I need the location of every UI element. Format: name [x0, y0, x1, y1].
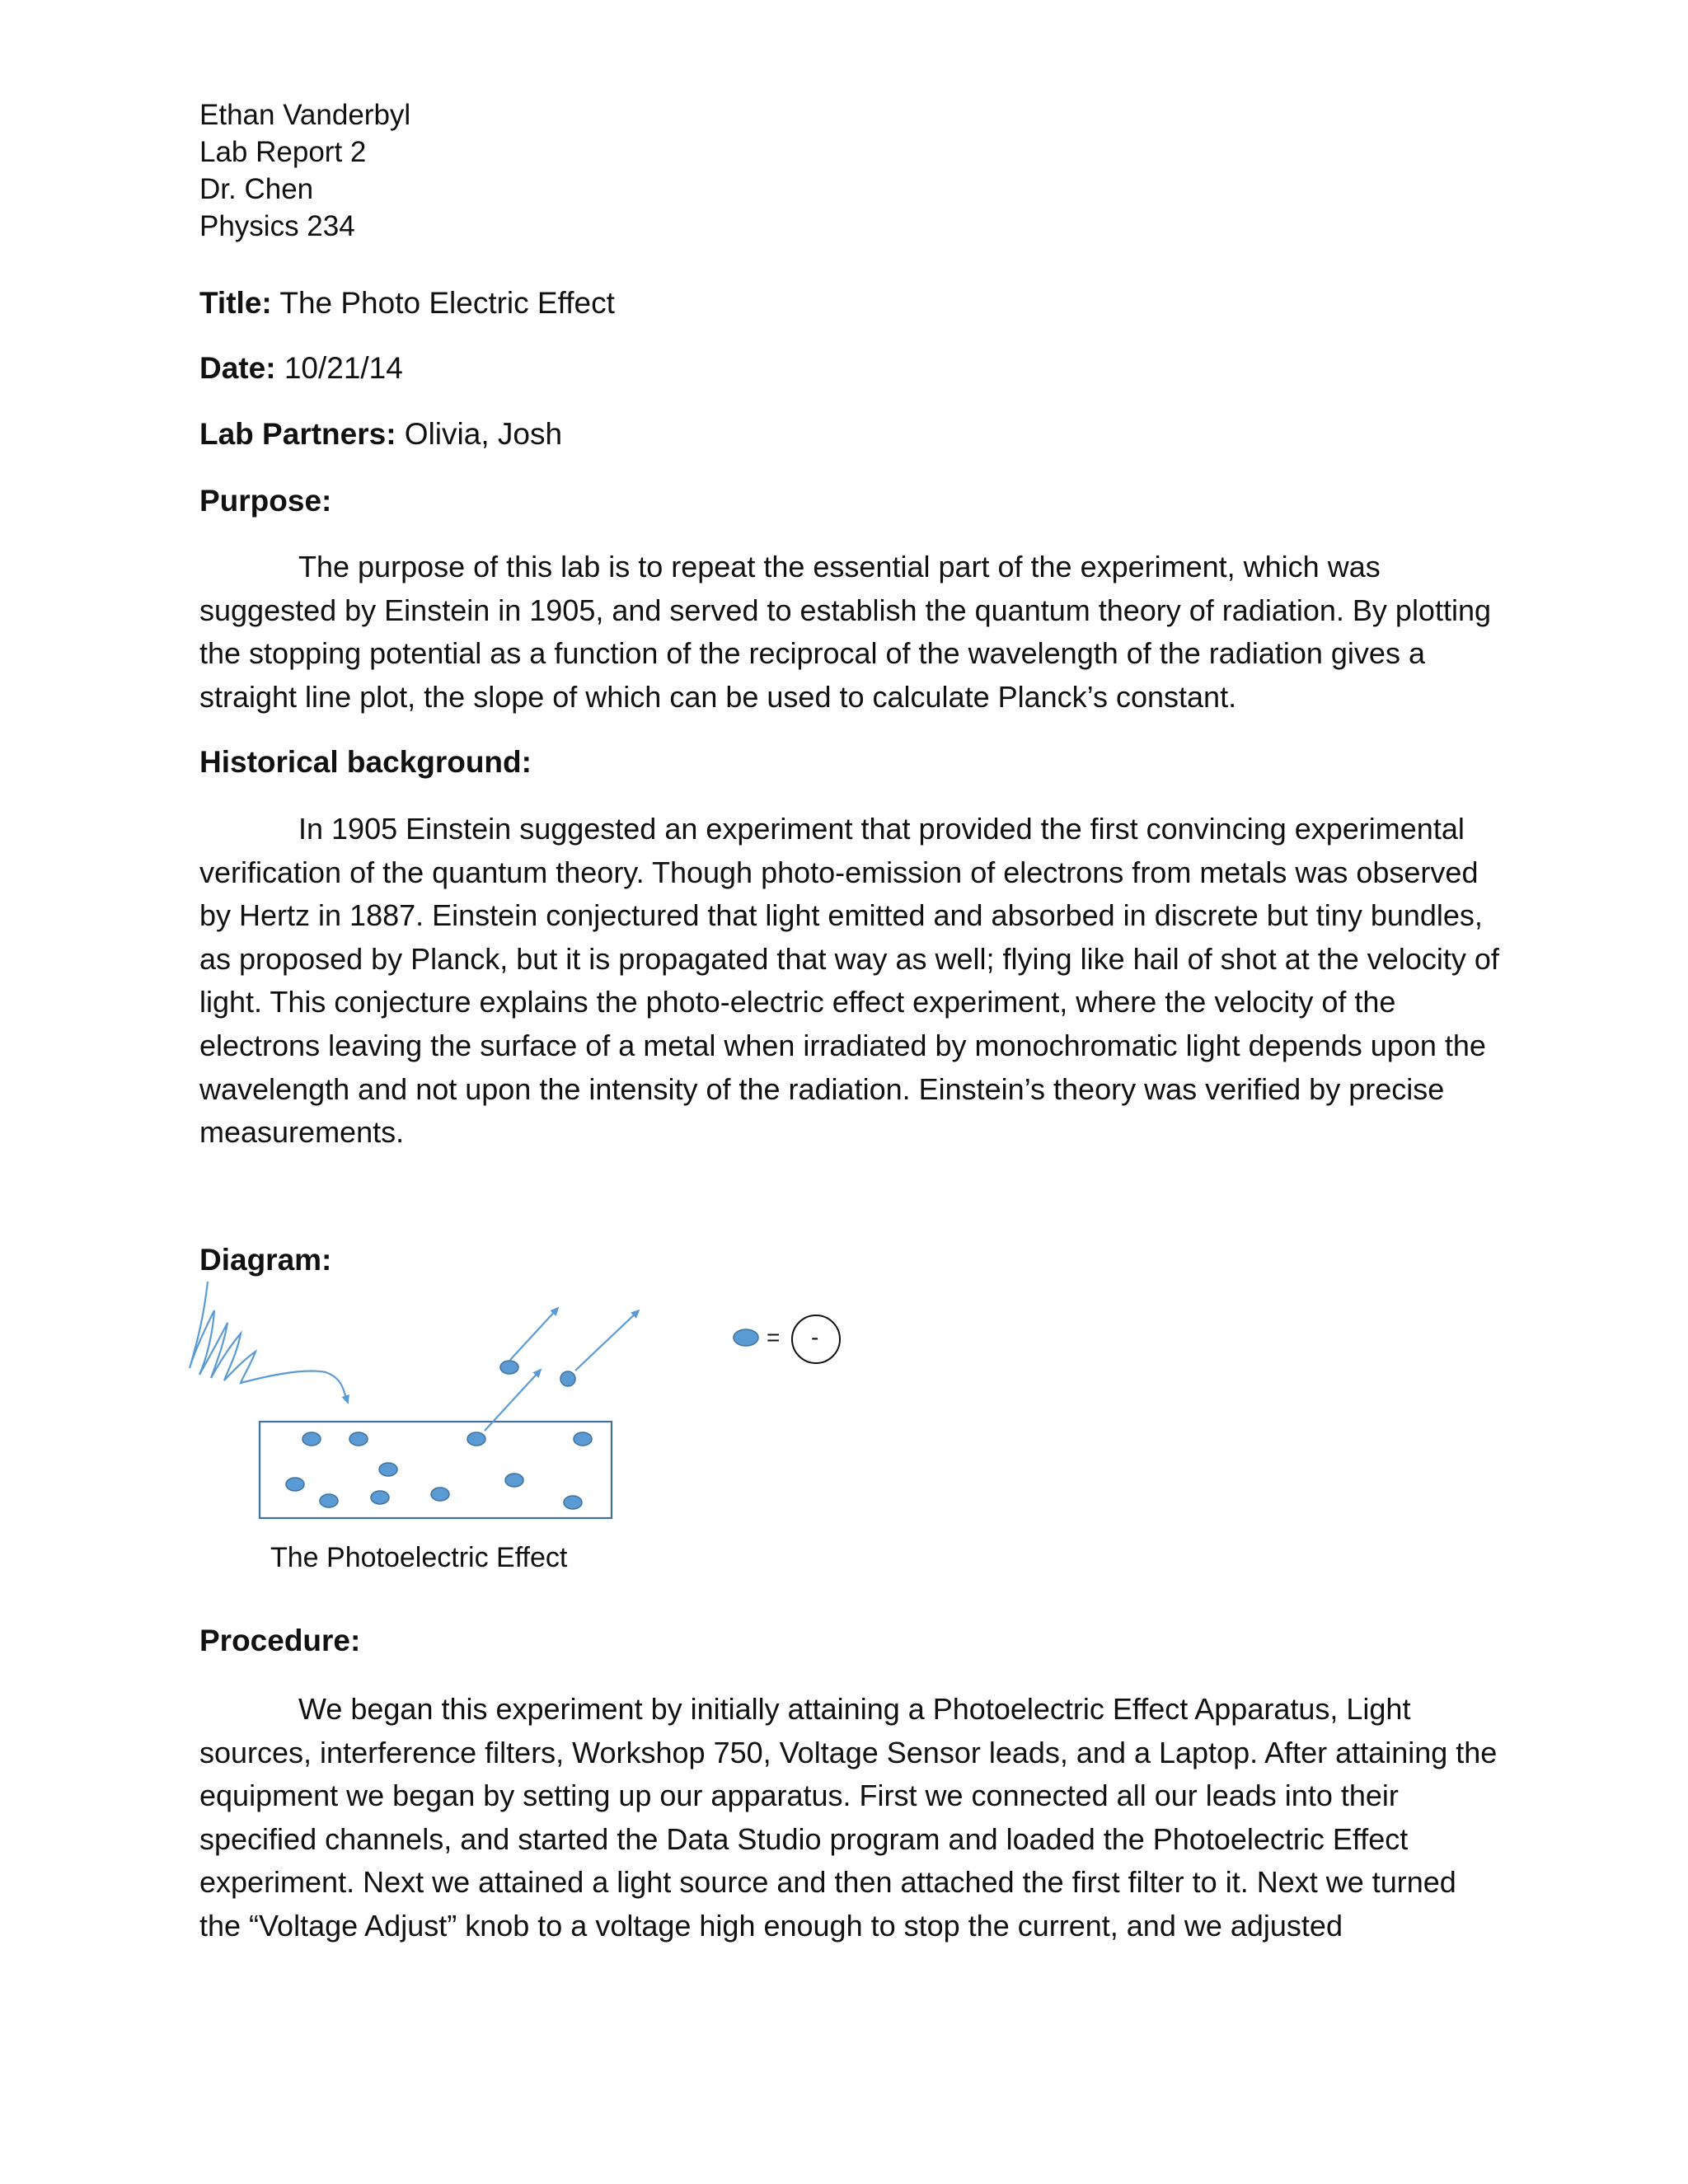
ejection-arrow-icon — [510, 1308, 558, 1360]
instructor-name: Dr. Chen — [199, 173, 314, 205]
date-field — [199, 349, 403, 387]
background-paragraph — [199, 808, 1502, 1155]
light-wave-arrow-icon — [345, 1393, 348, 1403]
electron-icon — [320, 1494, 338, 1507]
electron-icon — [379, 1463, 397, 1476]
background-text: In 1905 Einstein suggested an experiment that provided the first convincing experimental verification of the quantum theory. Though photo-emission of electrons from metals was observed by Hertz in 1887. Einstein conjectured that light emitted and absorbed in discrete but tiny bundles, as proposed by Planck, but it is propagated that way as well; flying like hail of shot at the velocity of light. This conjecture explains the photo-electric effect experiment, where the velocity of the electrons leaving the surface of a metal when irradiated by monochromatic light depends upon the wavelength and not upon the intensity of the radiation. Einstein’s theory was verified by precise measurements. — [199, 812, 1499, 1150]
electron-icon — [286, 1478, 304, 1491]
legend-equals: = — [767, 1324, 781, 1350]
electron-icon — [431, 1488, 449, 1501]
electron-icon — [349, 1432, 368, 1446]
electron-icon — [467, 1432, 485, 1446]
title-label: Title: — [199, 286, 272, 320]
author-name: Ethan Vanderbyl — [199, 99, 411, 131]
partners-field — [199, 415, 562, 453]
title-field — [199, 284, 615, 322]
background-heading: Historical background: — [199, 745, 532, 779]
course-name: Physics 234 — [199, 210, 355, 242]
purpose-heading: Purpose: — [199, 484, 332, 518]
partners-label: Lab Partners: — [199, 417, 396, 451]
electron-icon — [574, 1432, 592, 1446]
electron-icon — [734, 1329, 758, 1346]
date-value: 10/21/14 — [284, 351, 403, 385]
partners-value: Olivia, Josh — [404, 417, 563, 451]
electron-icon — [564, 1496, 582, 1509]
light-wave-icon — [190, 1282, 345, 1393]
electron-icon — [560, 1371, 575, 1386]
diagram-legend — [734, 1315, 840, 1363]
procedure-heading: Procedure: — [199, 1624, 361, 1657]
diagram-heading: Diagram: — [199, 1243, 332, 1277]
purpose-paragraph — [199, 546, 1502, 719]
procedure-text: We began this experiment by initially attaining a Photoelectric Effect Apparatus, Light sources, interference filters, Workshop 750, Voltage Sensor leads, and a Laptop. After attaining the equipment we began by setting up our apparatus. First we connected all our leads into their specified channels, and started the Data Studio program and loaded the Photoelectric Effect experiment. Next we attained a light source and then attached the first filter to it. Next we turned the “Voltage Adjust” knob to a voltage high enough to stop the current, and we adjusted — [199, 1692, 1498, 1943]
legend-minus: - — [811, 1324, 819, 1350]
purpose-text: The purpose of this lab is to repeat the essential part of the experiment, which was suggested by Einstein in 1905, and served to establish the quantum theory of radiation. By plotting the stopping potential as a function of the reciprocal of the wavelength of the radiation gives a straight line plot, the slope of which can be used to calculate Planck’s constant. — [199, 550, 1492, 714]
report-number: Lab Report 2 — [199, 136, 367, 168]
ejection-arrow-icon — [575, 1310, 639, 1371]
electron-icon — [302, 1432, 321, 1446]
electron-icon — [505, 1474, 523, 1487]
procedure-paragraph — [199, 1688, 1502, 1948]
title-value: The Photo Electric Effect — [279, 286, 615, 320]
diagram-caption: The Photoelectric Effect — [270, 1542, 568, 1573]
electron-icon — [500, 1361, 518, 1374]
date-label: Date: — [199, 351, 276, 385]
electron-icon — [371, 1491, 389, 1504]
